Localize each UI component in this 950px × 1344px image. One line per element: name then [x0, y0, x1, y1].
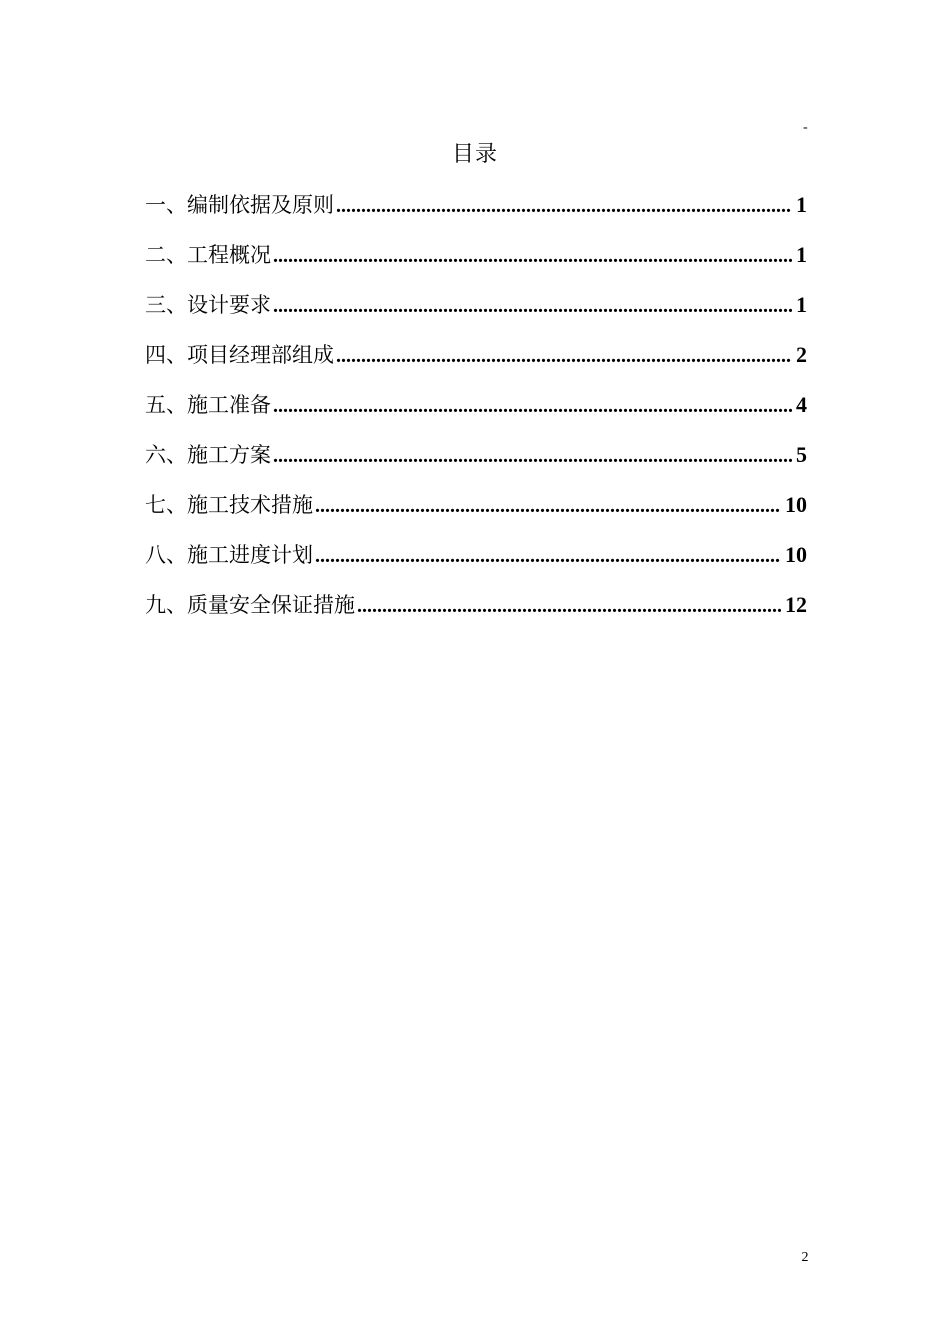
toc-entry-7[interactable]	[145, 490, 807, 540]
toc-entry-label: 六、施工方案	[145, 443, 271, 467]
toc-entry-5[interactable]	[145, 390, 807, 440]
toc-entry-6[interactable]	[145, 440, 807, 490]
toc-entry-page: 12	[785, 592, 807, 617]
toc-entry-4[interactable]	[145, 340, 807, 390]
toc-entry-label: 八、施工进度计划	[145, 543, 313, 567]
toc-entry-page: 1	[796, 242, 807, 267]
toc-dot-leader	[273, 391, 792, 421]
toc-entry-page: 10	[785, 492, 807, 517]
table-of-contents	[145, 190, 807, 640]
toc-entry-page: 1	[796, 292, 807, 317]
toc-dot-leader	[315, 491, 781, 521]
toc-entry-page: 2	[796, 342, 807, 367]
toc-entry-label: 一、编制依据及原则	[145, 193, 334, 217]
page-number: 2	[801, 1250, 809, 1265]
toc-entry-page: 4	[796, 392, 807, 417]
toc-dot-leader	[273, 291, 792, 321]
toc-entry-1[interactable]	[145, 190, 807, 240]
toc-dot-leader	[315, 541, 781, 571]
toc-entry-label: 四、项目经理部组成	[145, 343, 334, 367]
toc-entry-8[interactable]	[145, 540, 807, 590]
toc-entry-page: 10	[785, 542, 807, 567]
toc-entry-page: 5	[796, 442, 807, 467]
toc-dot-leader	[357, 591, 781, 621]
toc-entry-label: 二、工程概况	[145, 243, 271, 267]
toc-entry-page: 1	[796, 192, 807, 217]
toc-title: 目录	[451, 142, 498, 167]
toc-dot-leader	[336, 341, 792, 371]
toc-dot-leader	[273, 241, 792, 271]
toc-entry-9[interactable]	[145, 590, 807, 640]
toc-entry-label: 三、设计要求	[145, 293, 271, 317]
toc-dot-leader	[336, 191, 792, 221]
toc-entry-3[interactable]	[145, 290, 807, 340]
toc-entry-label: 九、质量安全保证措施	[145, 593, 355, 617]
toc-dot-leader	[273, 441, 792, 471]
toc-entry-2[interactable]	[145, 240, 807, 290]
toc-entry-label: 五、施工准备	[145, 393, 271, 417]
toc-entry-label: 七、施工技术措施	[145, 493, 313, 517]
header-mark: -	[803, 120, 808, 135]
